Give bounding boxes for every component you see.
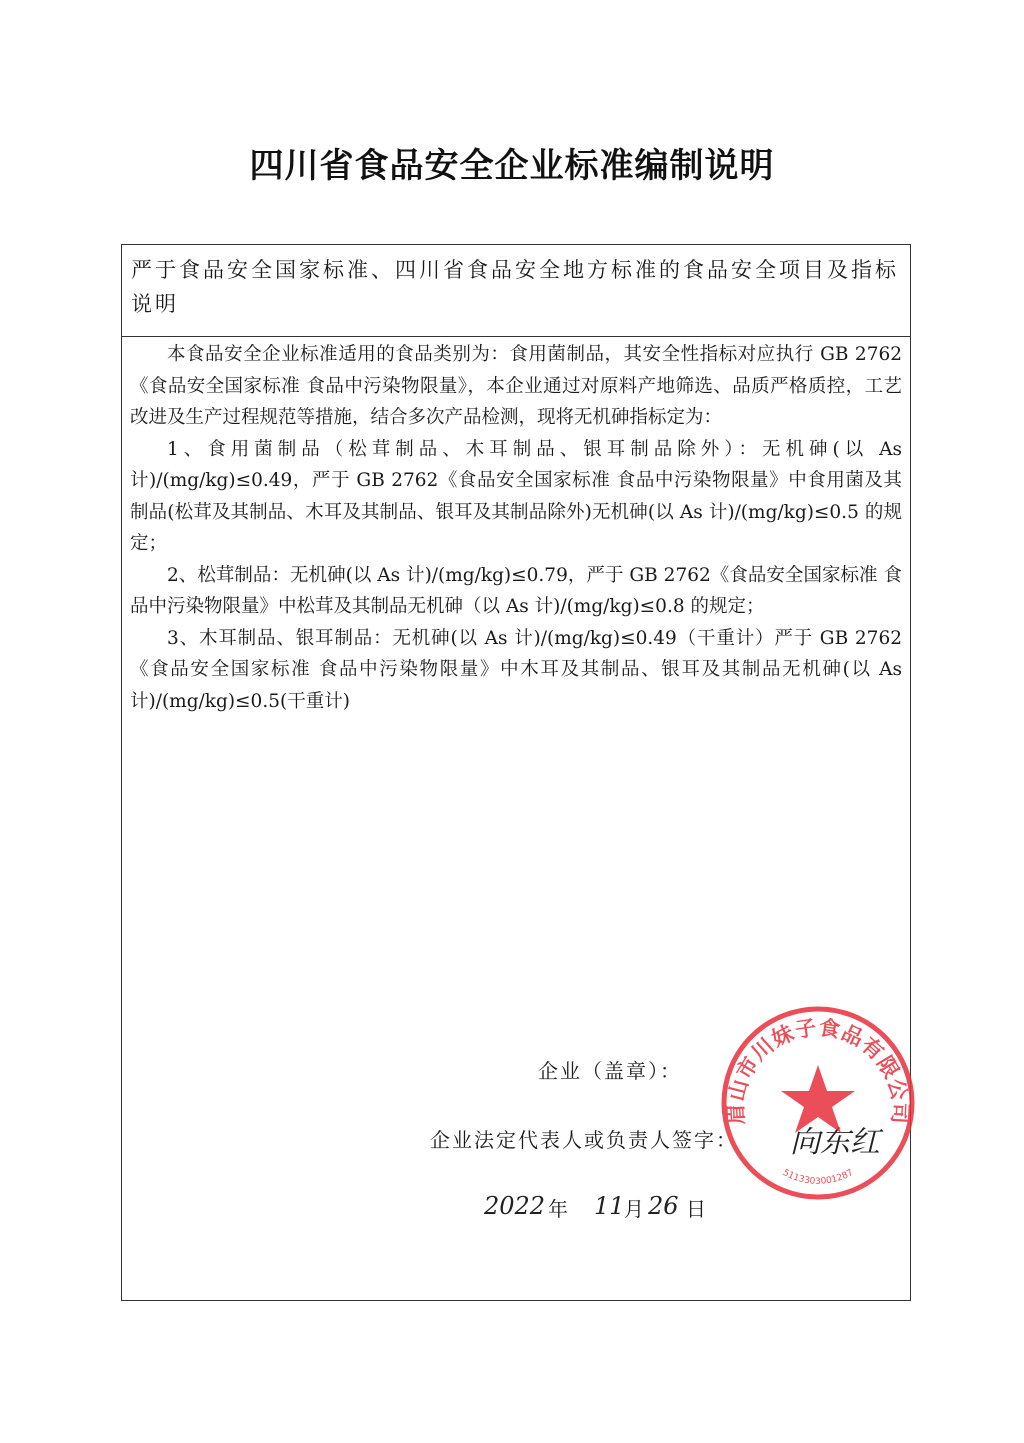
date-day-unit: 日 [686, 1197, 708, 1221]
date-year: 2022 [484, 1192, 546, 1220]
header-row: 严于食品安全国家标准、四川省食品安全地方标准的食品安全项目及指标说明 [122, 245, 910, 337]
company-seal [718, 1003, 918, 1203]
handwritten-signature: 向东红 [790, 1125, 880, 1160]
date-day: 26 [648, 1192, 679, 1220]
date-year-unit: 年 [548, 1197, 570, 1221]
representative-label: 企业法定代表人或负责人签字： [430, 1128, 738, 1152]
date-month: 11 [594, 1192, 625, 1220]
seal-star-icon [781, 1065, 855, 1133]
seal-text: 眉山市川妹子食品有限公司 [723, 1015, 913, 1126]
page-title: 四川省食品安全企业标准编制说明 [249, 146, 775, 186]
item-1-paragraph: 1、食用菌制品（松茸制品、木耳制品、银耳制品除外）：无机砷(以 As 计)/(mg/kg)≤0.49，严于 GB 2762《食品安全国家标准 食品中污染物限量》中食用菌及其制品(松茸及其制品、木耳及其制品、银耳及其制品除外)无机砷(以 As 计)/(mg/kg)≤0.5 的规定； [130, 438, 902, 554]
intro-paragraph: 本食品安全企业标准适用的食品类别为：食用菌制品，其安全性指标对应执行 GB 2762《食品安全国家标准 食品中污染物限量》，本企业通过对原料产地筛选、品质严格质控，工艺改进及生产过程规范等措施，结合多次产品检测，现将无机砷指标定为： [130, 344, 902, 428]
company-seal-label: 企业（盖章）： [538, 1059, 682, 1083]
body-text [130, 339, 902, 717]
item-2-paragraph: 2、松茸制品：无机砷(以 As 计)/(mg/kg)≤0.79，严于 GB 2762《食品安全国家标准 食品中污染物限量》中松茸及其制品无机砷（以 As 计)/(mg/kg)≤0.8 的规定； [130, 564, 902, 617]
date-month-unit: 月 [624, 1197, 646, 1221]
item-3-paragraph: 3、木耳制品、银耳制品：无机砷(以 As 计)/(mg/kg)≤0.49（干重计）严于 GB 2762《食品安全国家标准 食品中污染物限量》中木耳及其制品、银耳及其制品无机砷(以 As 计)/(mg/kg)≤0.5(干重计) [130, 627, 902, 712]
svg-text:5113303001287 [781, 1168, 855, 1187]
seal-code: 5113303001287 [780, 1167, 856, 1187]
